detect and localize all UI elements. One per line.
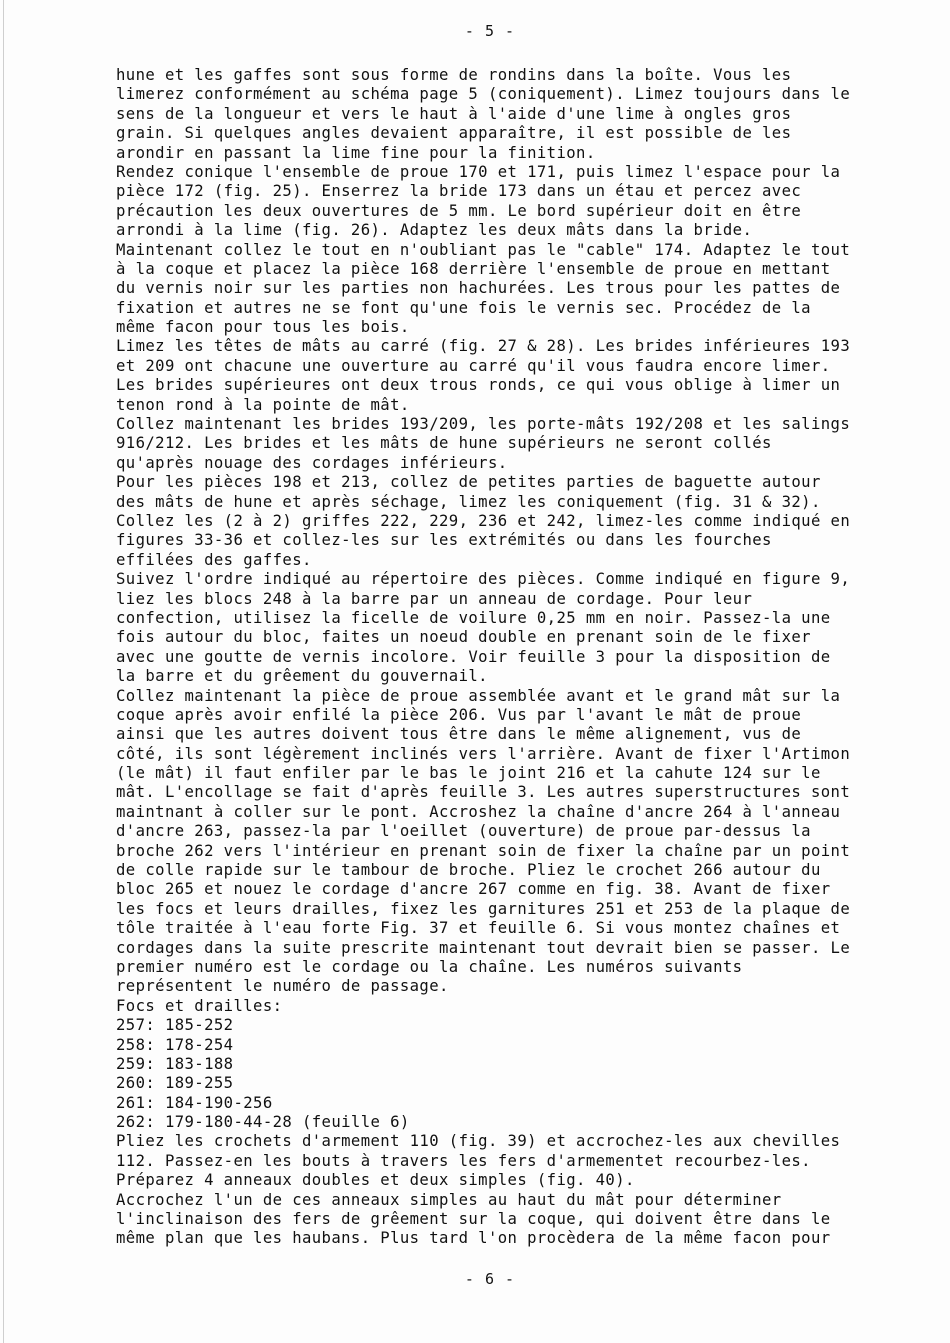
- text-line: à la coque et placez la pièce 168 derrière l'ensemble de proue en mettant: [116, 259, 831, 278]
- text-line: Pour les pièces 198 et 213, collez de petites parties de baguette autour: [116, 473, 821, 492]
- text-line: côté, ils sont légèrement inclinés vers l'arrière. Avant de fixer l'Artimon: [116, 744, 851, 763]
- text-line: Rendez conique l'ensemble de proue 170 et 171, puis limez l'espace pour la: [116, 162, 841, 181]
- text-line: 259: 183-188: [116, 1054, 234, 1073]
- text-line: Focs et drailles:: [116, 996, 283, 1015]
- text-line: Collez maintenant les brides 193/209, les porte-mâts 192/208 et les salings: [116, 415, 851, 434]
- text-line: Les brides supérieures ont deux trous ronds, ce qui vous oblige à limer un: [116, 376, 841, 395]
- text-line: confection, utilisez la ficelle de voilure 0,25 mm en noir. Passez-la une: [116, 608, 831, 627]
- text-line: arondir en passant la lime fine pour la finition.: [116, 143, 596, 162]
- text-line: liez les blocs 248 à la barre par un anneau de cordage. Pour leur: [116, 589, 753, 608]
- text-line: Collez les (2 à 2) griffes 222, 229, 236 et 242, limez-les comme indiqué en: [116, 511, 851, 530]
- text-line: coque après avoir enfilé la pièce 206. Vus par l'avant le mât de proue: [116, 705, 802, 724]
- text-line: hune et les gaffes sont sous forme de rondins dans la boîte. Vous les: [116, 66, 792, 84]
- text-line: Collez maintenant la pièce de proue assemblée avant et le grand mât sur la: [116, 686, 841, 705]
- text-line: et 209 ont chacune une ouverture au carré qu'il vous faudra encore limer.: [116, 356, 831, 375]
- text-line: maintnant à coller sur le pont. Accroshez la chaîne d'ancre 264 à l'anneau: [116, 802, 841, 821]
- text-line: 260: 189-255: [116, 1074, 234, 1093]
- text-line: 112. Passez-en les bouts à travers les fers d'armementet recourbez-les.: [116, 1151, 811, 1170]
- text-line: premier numéro est le cordage ou la chaîne. Les numéros suivants: [116, 957, 743, 976]
- text-line: cordages dans la suite prescrite maintenant tout devrait bien se passer. Le: [116, 938, 851, 957]
- text-line: effilées des gaffes.: [116, 550, 312, 569]
- text-line: Préparez 4 anneaux doubles et deux simples (fig. 40).: [116, 1171, 635, 1190]
- text-line: les focs et leurs drailles, fixez les garnitures 251 et 253 de la plaque de: [116, 899, 851, 918]
- text-line: qu'après nouage des cordages inférieurs.: [116, 453, 508, 472]
- page-number-bottom: - 6 -: [464, 1270, 516, 1288]
- text-line: limerez conformément au schéma page 5 (coniquement). Limez toujours dans le: [116, 85, 851, 104]
- text-line: Suivez l'ordre indiqué au répertoire des pièces. Comme indiqué en figure 9,: [116, 570, 851, 589]
- text-line: précaution les deux ouvertures de 5 mm. Le bord supérieur doit en être: [116, 201, 802, 220]
- text-line: 261: 184-190-256: [116, 1093, 273, 1112]
- text-line: du vernis noir sur les parties non hachurées. Les trous pour les pattes de: [116, 279, 841, 298]
- text-line: Maintenant collez le tout en n'oubliant pas le "cable" 174. Adaptez le tout: [116, 240, 851, 259]
- text-line: grain. Si quelques angles devaient apparaître, il est possible de les: [116, 124, 792, 143]
- text-line: Limez les têtes de mâts au carré (fig. 27 & 28). Les brides inférieures 193: [116, 337, 851, 356]
- text-line: d'ancre 263, passez-la par l'oeillet (ouverture) de proue par-dessus la: [116, 822, 811, 841]
- text-line: pièce 172 (fig. 25). Enserrez la bride 173 dans un étau et percez avec: [116, 182, 802, 201]
- text-line: broche 262 vers l'intérieur en prenant soin de fixer la chaîne par un point: [116, 841, 851, 860]
- text-line: tôle traitée à l'eau forte Fig. 37 et feuille 6. Si vous montez chaînes et: [116, 919, 841, 938]
- text-line: Pliez les crochets d'armement 110 (fig. 39) et accrochez-les aux chevilles: [116, 1132, 841, 1151]
- text-line: ainsi que les autres doivent tous être dans le même alignement, vus de: [116, 725, 802, 744]
- text-line: l'inclinaison des fers de grêement sur la coque, qui doivent être dans le: [116, 1210, 831, 1229]
- text-line: figures 33-36 et collez-les sur les extrémités ou dans les fourches: [116, 531, 772, 550]
- text-line: même plan que les haubans. Plus tard l'on procèdera de la même facon pour: [116, 1229, 831, 1248]
- text-line: arrondi à la lime (fig. 26). Adaptez les deux mâts dans la bride.: [116, 221, 753, 240]
- text-line: bloc 265 et nouez le cordage d'ancre 267 comme en fig. 38. Avant de fixer: [116, 880, 831, 899]
- text-line: (le mât) il faut enfiler par le bas le joint 216 et la cahute 124 sur le: [116, 764, 821, 783]
- page-number-top: - 5 -: [464, 22, 516, 40]
- text-line: fixation et autres ne se font qu'une fois le vernis sec. Procédez de la: [116, 298, 811, 317]
- text-line: même facon pour tous les bois.: [116, 318, 410, 337]
- text-line: la barre et du grêement du gouvernail.: [116, 667, 488, 686]
- body-text: [116, 66, 856, 1249]
- text-line: tenon rond à la pointe de mât.: [116, 395, 410, 414]
- text-line: fois autour du bloc, faites un noeud double en prenant soin de le fixer: [116, 628, 811, 647]
- text-line: 258: 178-254: [116, 1035, 234, 1054]
- text-line: de colle rapide sur le tambour de broche. Pliez le crochet 266 autour du: [116, 861, 821, 880]
- scan-edge-line: [3, 0, 4, 1343]
- text-line: sens de la longueur et vers le haut à l'aide d'une lime à ongles gros: [116, 104, 792, 123]
- text-line: des mâts de hune et après séchage, limez les coniquement (fig. 31 & 32).: [116, 492, 821, 511]
- text-line: 916/212. Les brides et les mâts de hune supérieurs ne seront collés: [116, 434, 772, 453]
- text-line: 257: 185-252: [116, 1016, 234, 1035]
- text-line: 262: 179-180-44-28 (feuille 6): [116, 1113, 410, 1132]
- text-line: Accrochez l'un de ces anneaux simples au haut du mât pour déterminer: [116, 1190, 782, 1209]
- text-line: représentent le numéro de passage.: [116, 977, 449, 996]
- text-line: avec une goutte de vernis incolore. Voir feuille 3 pour la disposition de: [116, 647, 831, 666]
- text-line: mât. L'encollage se fait d'après feuille 3. Les autres superstructures sont: [116, 783, 851, 802]
